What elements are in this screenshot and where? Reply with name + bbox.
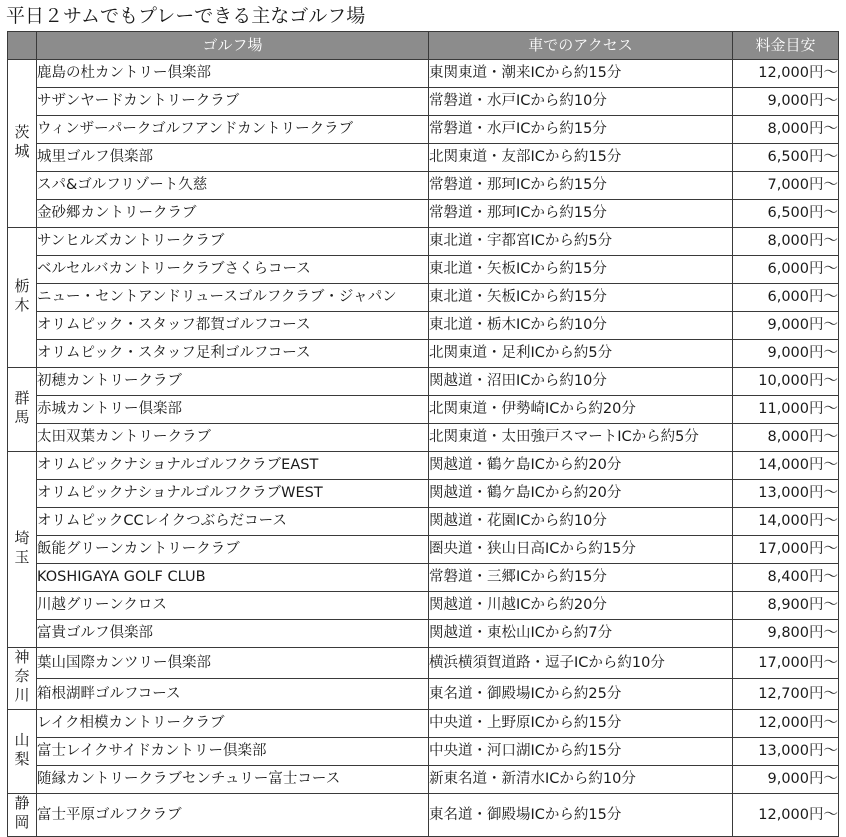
fee-cell: 6,500円〜 bbox=[733, 200, 839, 228]
fee-cell: 13,000円〜 bbox=[733, 480, 839, 508]
course-name-cell: 富貴ゴルフ倶楽部 bbox=[37, 620, 429, 648]
prefecture-label: 茨城 bbox=[14, 122, 30, 160]
access-cell: 北関東道・伊勢崎ICから約20分 bbox=[429, 396, 733, 424]
course-name-cell: 川越グリーンクロス bbox=[37, 592, 429, 620]
access-cell: 中央道・河口湖ICから約15分 bbox=[429, 738, 733, 766]
table-row bbox=[8, 794, 839, 837]
header-fee: 料金目安 bbox=[733, 32, 839, 60]
table-row bbox=[8, 564, 839, 592]
table-row bbox=[8, 710, 839, 738]
course-name-cell: 葉山国際カンツリー倶楽部 bbox=[37, 648, 429, 679]
course-name-cell: ベルセルバカントリークラブさくらコース bbox=[37, 256, 429, 284]
table-row bbox=[8, 592, 839, 620]
table-row bbox=[8, 312, 839, 340]
course-name-cell: 飯能グリーンカントリークラブ bbox=[37, 536, 429, 564]
access-cell: 関越道・鶴ケ島ICから約20分 bbox=[429, 480, 733, 508]
table-row bbox=[8, 116, 839, 144]
prefecture-cell bbox=[8, 648, 37, 710]
course-name-cell: 城里ゴルフ倶楽部 bbox=[37, 144, 429, 172]
fee-cell: 13,000円〜 bbox=[733, 738, 839, 766]
table-row bbox=[8, 368, 839, 396]
table-row bbox=[8, 679, 839, 710]
course-name-cell: 太田双葉カントリークラブ bbox=[37, 424, 429, 452]
course-name-cell: 箱根湖畔ゴルフコース bbox=[37, 679, 429, 710]
fee-cell: 8,000円〜 bbox=[733, 424, 839, 452]
access-cell: 常磐道・水戸ICから約15分 bbox=[429, 116, 733, 144]
table-row bbox=[8, 738, 839, 766]
table-body bbox=[8, 60, 839, 837]
access-cell: 常磐道・那珂ICから約15分 bbox=[429, 200, 733, 228]
table-row bbox=[8, 88, 839, 116]
course-name-cell: ウィンザーパークゴルフアンドカントリークラブ bbox=[37, 116, 429, 144]
access-cell: 東北道・栃木ICから約10分 bbox=[429, 312, 733, 340]
prefecture-label: 神奈川 bbox=[14, 648, 30, 704]
fee-cell: 17,000円〜 bbox=[733, 648, 839, 679]
table-row bbox=[8, 648, 839, 679]
course-name-cell: オリムピックナショナルゴルフクラブEAST bbox=[37, 452, 429, 480]
course-name-cell: 随縁カントリークラブセンチュリー富士コース bbox=[37, 766, 429, 794]
course-name-cell: 富士平原ゴルフクラブ bbox=[37, 794, 429, 837]
table-row bbox=[8, 60, 839, 88]
prefecture-cell bbox=[8, 228, 37, 368]
course-name-cell: KOSHIGAYA GOLF CLUB bbox=[37, 564, 429, 592]
course-name-cell: サザンヤードカントリークラブ bbox=[37, 88, 429, 116]
access-cell: 東北道・宇都宮ICから約5分 bbox=[429, 228, 733, 256]
access-cell: 北関東道・友部ICから約15分 bbox=[429, 144, 733, 172]
table-row bbox=[8, 340, 839, 368]
table-row bbox=[8, 284, 839, 312]
fee-cell: 6,500円〜 bbox=[733, 144, 839, 172]
prefecture-cell bbox=[8, 710, 37, 794]
course-name-cell: 初穂カントリークラブ bbox=[37, 368, 429, 396]
fee-cell: 14,000円〜 bbox=[733, 508, 839, 536]
header-row bbox=[8, 32, 839, 60]
fee-cell: 6,000円〜 bbox=[733, 284, 839, 312]
fee-cell: 14,000円〜 bbox=[733, 452, 839, 480]
header-golf-course: ゴルフ場 bbox=[37, 32, 429, 60]
access-cell: 北関東道・足利ICから約5分 bbox=[429, 340, 733, 368]
access-cell: 新東名道・新清水ICから約10分 bbox=[429, 766, 733, 794]
fee-cell: 9,000円〜 bbox=[733, 88, 839, 116]
golf-course-table bbox=[7, 31, 839, 837]
page-title: 平日２サムでもプレーできる主なゴルフ場 bbox=[6, 5, 366, 27]
prefecture-label: 埼玉 bbox=[14, 528, 30, 566]
access-cell: 北関東道・太田強戸スマートICから約5分 bbox=[429, 424, 733, 452]
fee-cell: 7,000円〜 bbox=[733, 172, 839, 200]
header-prefecture bbox=[8, 32, 37, 60]
course-name-cell: オリムピック・スタッフ足利ゴルフコース bbox=[37, 340, 429, 368]
course-name-cell: 金砂郷カントリークラブ bbox=[37, 200, 429, 228]
table-row bbox=[8, 766, 839, 794]
fee-cell: 12,000円〜 bbox=[733, 710, 839, 738]
prefecture-label: 群馬 bbox=[14, 388, 30, 426]
course-name-cell: 富士レイクサイドカントリー倶楽部 bbox=[37, 738, 429, 766]
table-row bbox=[8, 256, 839, 284]
fee-cell: 10,000円〜 bbox=[733, 368, 839, 396]
course-name-cell: オリムピック・スタッフ都賀ゴルフコース bbox=[37, 312, 429, 340]
header-access: 車でのアクセス bbox=[429, 32, 733, 60]
course-name-cell: ニュー・セントアンドリュースゴルフクラブ・ジャパン bbox=[37, 284, 429, 312]
access-cell: 関越道・沼田ICから約10分 bbox=[429, 368, 733, 396]
table-row bbox=[8, 144, 839, 172]
course-name-cell: 赤城カントリー倶楽部 bbox=[37, 396, 429, 424]
access-cell: 東名道・御殿場ICから約25分 bbox=[429, 679, 733, 710]
table-row bbox=[8, 480, 839, 508]
fee-cell: 9,000円〜 bbox=[733, 312, 839, 340]
fee-cell: 11,000円〜 bbox=[733, 396, 839, 424]
fee-cell: 17,000円〜 bbox=[733, 536, 839, 564]
access-cell: 常磐道・三郷ICから約15分 bbox=[429, 564, 733, 592]
prefecture-label: 山梨 bbox=[14, 730, 30, 768]
table-row bbox=[8, 396, 839, 424]
table-row bbox=[8, 200, 839, 228]
table-row bbox=[8, 536, 839, 564]
table-row bbox=[8, 508, 839, 536]
prefecture-cell bbox=[8, 452, 37, 648]
access-cell: 東関東道・潮来ICから約15分 bbox=[429, 60, 733, 88]
prefecture-label: 栃木 bbox=[14, 276, 30, 314]
fee-cell: 9,800円〜 bbox=[733, 620, 839, 648]
fee-cell: 8,900円〜 bbox=[733, 592, 839, 620]
access-cell: 関越道・川越ICから約20分 bbox=[429, 592, 733, 620]
fee-cell: 12,700円〜 bbox=[733, 679, 839, 710]
table-row bbox=[8, 452, 839, 480]
course-name-cell: サンヒルズカントリークラブ bbox=[37, 228, 429, 256]
fee-cell: 12,000円〜 bbox=[733, 60, 839, 88]
prefecture-label: 静岡 bbox=[14, 794, 30, 831]
access-cell: 関越道・鶴ケ島ICから約20分 bbox=[429, 452, 733, 480]
table-row bbox=[8, 620, 839, 648]
course-name-cell: オリムピックCCレイクつぶらだコース bbox=[37, 508, 429, 536]
prefecture-cell bbox=[8, 60, 37, 228]
table-row bbox=[8, 228, 839, 256]
access-cell: 関越道・花園ICから約10分 bbox=[429, 508, 733, 536]
fee-cell: 8,000円〜 bbox=[733, 116, 839, 144]
course-name-cell: レイク相模カントリークラブ bbox=[37, 710, 429, 738]
prefecture-cell bbox=[8, 368, 37, 452]
access-cell: 東名道・御殿場ICから約15分 bbox=[429, 794, 733, 837]
access-cell: 中央道・上野原ICから約15分 bbox=[429, 710, 733, 738]
fee-cell: 9,000円〜 bbox=[733, 766, 839, 794]
access-cell: 関越道・東松山ICから約7分 bbox=[429, 620, 733, 648]
fee-cell: 12,000円〜 bbox=[733, 794, 839, 837]
access-cell: 圏央道・狭山日高ICから約15分 bbox=[429, 536, 733, 564]
fee-cell: 6,000円〜 bbox=[733, 256, 839, 284]
table-row bbox=[8, 424, 839, 452]
fee-cell: 8,000円〜 bbox=[733, 228, 839, 256]
course-name-cell: スパ&ゴルフリゾート久慈 bbox=[37, 172, 429, 200]
access-cell: 東北道・矢板ICから約15分 bbox=[429, 256, 733, 284]
access-cell: 東北道・矢板ICから約15分 bbox=[429, 284, 733, 312]
table-row bbox=[8, 172, 839, 200]
prefecture-cell bbox=[8, 794, 37, 837]
access-cell: 常磐道・那珂ICから約15分 bbox=[429, 172, 733, 200]
access-cell: 常磐道・水戸ICから約10分 bbox=[429, 88, 733, 116]
fee-cell: 9,000円〜 bbox=[733, 340, 839, 368]
course-name-cell: 鹿島の杜カントリー倶楽部 bbox=[37, 60, 429, 88]
fee-cell: 8,400円〜 bbox=[733, 564, 839, 592]
course-name-cell: オリムピックナショナルゴルフクラブWEST bbox=[37, 480, 429, 508]
access-cell: 横浜横須賀道路・逗子ICから約10分 bbox=[429, 648, 733, 679]
